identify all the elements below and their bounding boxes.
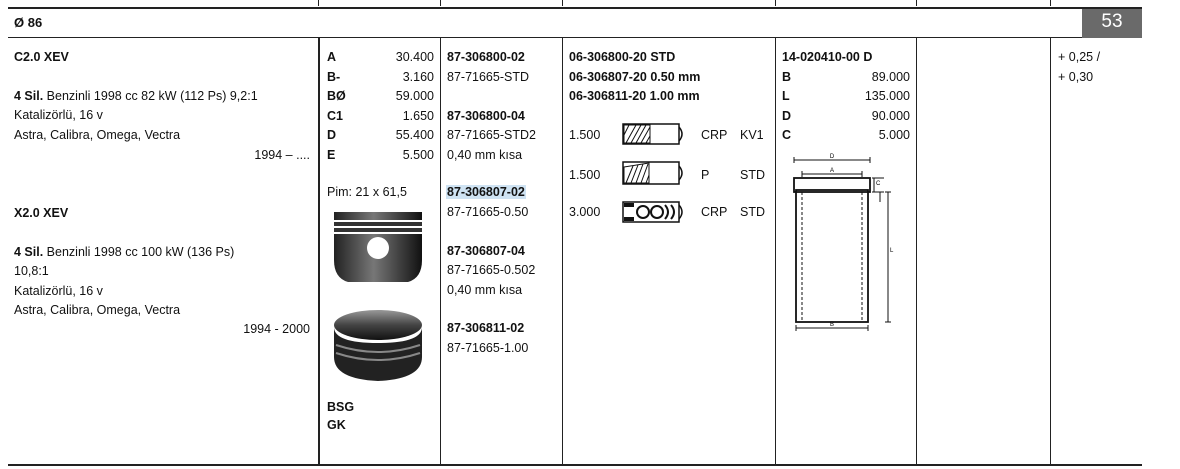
engine-desc-line: Katalizörlü, 16 v — [14, 284, 103, 298]
ring-sub: KV1 — [740, 128, 764, 142]
liner-dim-key: D — [782, 109, 792, 123]
engine-years: 1994 - 2000 — [243, 322, 310, 336]
piston-ref: 87-71665-STD — [447, 70, 529, 84]
dim-value: 5.500 — [402, 148, 434, 162]
piston-part-number[interactable]: 87-306811-02 — [447, 321, 525, 335]
taper-ring-icon — [621, 159, 687, 187]
header-top-rule — [8, 7, 1142, 9]
top-stub — [1050, 0, 1051, 6]
piston-ref: 87-71665-0.502 — [447, 263, 536, 277]
piston-top-image — [328, 303, 428, 383]
oversize-value: + 0,25 / — [1058, 50, 1101, 64]
top-stub — [318, 0, 319, 6]
engine-desc-line: Benzinli 1998 cc 82 kW (112 Ps) 9,2:1 — [46, 89, 258, 103]
col-sep — [318, 37, 320, 465]
engine-models: Astra, Calibra, Omega, Vectra — [14, 303, 181, 317]
dim-value: 3.160 — [402, 70, 434, 84]
engine-code: X2.0 XEV — [14, 206, 69, 220]
liner-dim-key: L — [782, 89, 790, 103]
diagram-label: L — [890, 248, 894, 254]
cyl-count: 4 Sil. — [14, 245, 44, 259]
top-stub — [775, 0, 776, 6]
col-sep — [562, 37, 563, 465]
piston-part-number[interactable]: 87-306807-04 — [447, 244, 525, 258]
dim-key: BØ — [327, 89, 346, 103]
diameter-title: Ø 86 — [14, 15, 43, 30]
ring-type: CRP — [701, 128, 728, 142]
col-sep — [1050, 37, 1051, 465]
piston-ref: 87-71665-STD2 — [447, 128, 536, 142]
col-sep — [775, 37, 776, 465]
oil-ring-icon — [621, 199, 687, 225]
piston-part-number-selected[interactable]: 87-306807-02 — [447, 185, 525, 199]
oversize-value: + 0,30 — [1058, 70, 1094, 84]
ring-sub: STD — [740, 168, 765, 182]
col-sep — [440, 37, 441, 465]
compression-ring-icon — [621, 121, 687, 147]
ring-sub: STD — [740, 205, 765, 219]
engine-desc — [14, 245, 234, 259]
engine-desc-line: Benzinli 1998 cc 100 kW (136 Ps) — [46, 245, 235, 259]
engine-years: 1994 – .... — [254, 148, 310, 162]
dim-key: A — [327, 50, 337, 64]
diagram-label: A — [829, 168, 835, 174]
engine-desc-line: Katalizörlü, 16 v — [14, 108, 103, 122]
liner-dim-key: B — [782, 70, 792, 84]
page-number: 53 — [1101, 11, 1123, 32]
engine-desc — [14, 89, 258, 103]
dim-value: 55.400 — [395, 128, 434, 142]
footer-code: BSG — [327, 400, 355, 414]
engine-desc-line: 10,8:1 — [14, 264, 49, 278]
piston-note: 0,40 mm kısa — [447, 283, 523, 297]
piston-ref: 87-71665-1.00 — [447, 341, 529, 355]
ring-set-number[interactable]: 06-306807-20 0.50 mm — [569, 70, 701, 84]
top-stub — [916, 0, 917, 6]
pin-size: Pim: 21 x 61,5 — [327, 185, 407, 199]
cyl-count: 4 Sil. — [14, 89, 44, 103]
liner-dim-value: 135.000 — [864, 89, 910, 103]
diagram-label: C — [876, 181, 881, 187]
piston-part-number[interactable]: 87-306800-04 — [447, 109, 525, 123]
ring-set-number[interactable]: 06-306811-20 1.00 mm — [569, 89, 700, 103]
diagram-label: B — [829, 322, 835, 328]
piston-note: 0,40 mm kısa — [447, 148, 523, 162]
engine-models: Astra, Calibra, Omega, Vectra — [14, 128, 181, 142]
header-bottom-rule — [8, 37, 1082, 38]
dim-value: 59.000 — [395, 89, 434, 103]
dim-key: D — [327, 128, 337, 142]
dim-key: C1 — [327, 109, 343, 123]
ring-width: 1.500 — [569, 168, 601, 182]
ring-set-number[interactable]: 06-306800-20 STD — [569, 50, 676, 64]
piston-ref: 87-71665-0.50 — [447, 205, 529, 219]
liner-dim-value: 90.000 — [871, 109, 910, 123]
dim-key: B- — [327, 70, 341, 84]
liner-dim-value: 89.000 — [871, 70, 910, 84]
liner-dim-value: 5.000 — [878, 128, 910, 142]
liner-part-number[interactable]: 14-020410-00 D — [782, 50, 873, 64]
diagram-label: D — [829, 154, 835, 160]
bottom-rule — [8, 464, 1142, 466]
ring-type: CRP — [701, 205, 728, 219]
col-sep — [916, 37, 917, 465]
dim-key: E — [327, 148, 336, 162]
cylinder-liner-diagram — [790, 152, 900, 332]
dim-value: 30.400 — [395, 50, 434, 64]
liner-dim-key: C — [782, 128, 792, 142]
ring-type: P — [701, 168, 710, 182]
piston-side-image — [328, 208, 428, 288]
top-stub — [440, 0, 441, 6]
dim-value: 1.650 — [402, 109, 434, 123]
ring-width: 1.500 — [569, 128, 601, 142]
piston-part-number[interactable]: 87-306800-02 — [447, 50, 525, 64]
ring-width: 3.000 — [569, 205, 601, 219]
top-stub — [562, 0, 563, 6]
engine-code: C2.0 XEV — [14, 50, 69, 64]
footer-code: GK — [327, 418, 346, 432]
